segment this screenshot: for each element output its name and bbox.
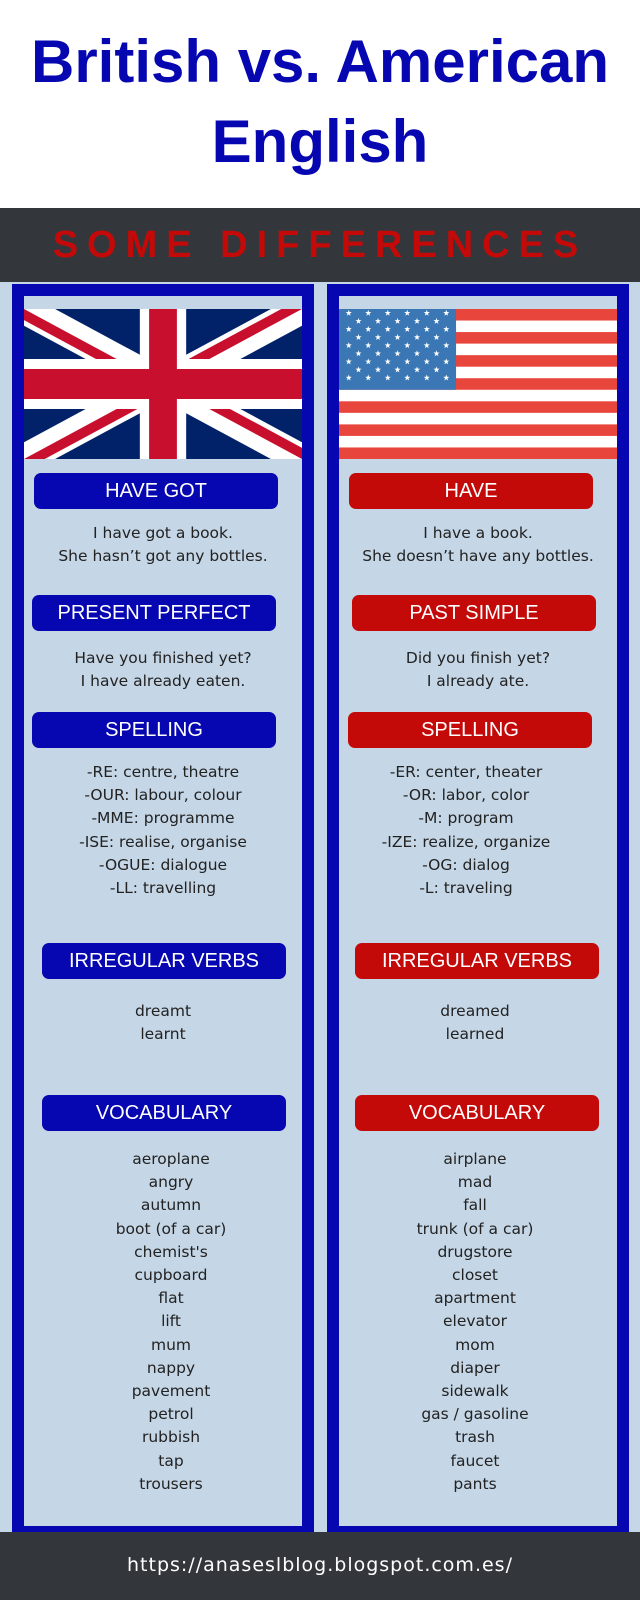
union-jack-flag-icon (24, 309, 302, 459)
vocab-item: flat (158, 1289, 184, 1308)
vocabulary-list (32, 1148, 310, 1496)
example-line: -IZE: realize, organize (381, 832, 551, 851)
irregular-verbs-label: IRREGULAR VERBS (42, 943, 286, 979)
vocab-item: mom (455, 1335, 495, 1354)
example-line: I have a book. (423, 524, 533, 542)
example-line: She hasn’t got any bottles. (58, 547, 268, 566)
present-perfect-label: PRESENT PERFECT (32, 595, 276, 631)
vocabulary-label: VOCABULARY (42, 1095, 286, 1131)
example-line: dreamed (440, 1002, 510, 1020)
example-line: I have already eaten. (80, 672, 246, 691)
vocab-item: trunk (of a car) (416, 1219, 534, 1238)
irregular-verbs-examples (24, 1000, 302, 1046)
vocab-item: nappy (146, 1358, 196, 1377)
spelling-examples (24, 761, 302, 900)
vocab-item: closet (451, 1266, 498, 1285)
vocab-item: trousers (139, 1474, 203, 1493)
vocab-item: diaper (450, 1358, 500, 1377)
footer (0, 1532, 640, 1600)
vocab-item: rubbish (141, 1428, 201, 1447)
vocab-item: autumn (140, 1196, 202, 1215)
page-title-line2: English (211, 108, 429, 175)
page-title-line1: British vs. American (31, 28, 609, 95)
vocab-item: pavement (131, 1382, 211, 1401)
page-title (0, 22, 640, 182)
american-column (327, 284, 629, 1538)
vocab-item: lift (161, 1312, 181, 1331)
vocab-item: fall (463, 1196, 487, 1215)
spelling-examples (327, 761, 605, 900)
irregular-verbs-examples (336, 1000, 614, 1046)
example-line: She doesn’t have any bottles. (362, 547, 594, 566)
british-column (12, 284, 314, 1538)
vocab-item: gas / gasoline (421, 1405, 529, 1424)
example-line: learnt (140, 1025, 186, 1044)
vocab-item: cupboard (134, 1266, 208, 1285)
blog-url-link[interactable]: https://anaseslblog.blogspot.com.es/ (127, 1554, 513, 1576)
have-examples (339, 522, 617, 568)
have-got-examples (24, 522, 302, 568)
vocab-item: pants (453, 1474, 497, 1493)
example-line: -OGUE: dialogue (98, 855, 228, 874)
past-simple-label: PAST SIMPLE (352, 595, 596, 631)
vocabulary-label: VOCABULARY (355, 1095, 599, 1131)
example-line: Did you finish yet? (405, 649, 551, 667)
example-line: learned (445, 1025, 505, 1044)
have-label: HAVE (349, 473, 593, 509)
vocab-item: faucet (450, 1451, 500, 1470)
us-flag-icon (339, 309, 617, 459)
example-line: -OUR: labour, colour (84, 786, 242, 805)
example-line: -ISE: realise, organise (79, 832, 247, 851)
vocab-item: boot (of a car) (115, 1219, 227, 1238)
vocab-item: trash (455, 1428, 495, 1447)
example-line: I have got a book. (93, 524, 233, 542)
vocabulary-list (336, 1148, 614, 1496)
example-line: Have you finished yet? (74, 649, 252, 667)
vocab-item: angry (148, 1173, 194, 1192)
vocab-item: drugstore (437, 1242, 513, 1261)
example-line: -RE: centre, theatre (86, 763, 240, 781)
past-simple-examples (339, 647, 617, 693)
irregular-verbs-label: IRREGULAR VERBS (355, 943, 599, 979)
have-got-label: HAVE GOT (34, 473, 278, 509)
vocab-item: petrol (148, 1405, 194, 1424)
vocab-item: apartment (434, 1289, 516, 1308)
vocab-item: sidewalk (441, 1382, 509, 1401)
vocab-item: chemist's (134, 1242, 208, 1261)
title-area (0, 0, 640, 208)
differences-banner (0, 208, 640, 282)
example-line: -MME: programme (91, 809, 235, 828)
example-line: -ER: center, theater (389, 763, 543, 781)
vocab-item: tap (158, 1451, 184, 1470)
spelling-label: SPELLING (32, 712, 276, 748)
banner-heading: SOME DIFFERENCES (52, 224, 588, 266)
vocab-item: elevator (443, 1312, 507, 1331)
vocab-item: airplane (443, 1150, 507, 1168)
example-line: -L: traveling (419, 879, 513, 898)
present-perfect-examples (24, 647, 302, 693)
example-line: -M: program (418, 809, 514, 828)
example-line: -OG: dialog (422, 855, 510, 874)
example-line: -LL: travelling (109, 879, 217, 898)
vocab-item: mad (457, 1173, 493, 1192)
vocab-item: mum (150, 1335, 192, 1354)
example-line: I already ate. (426, 672, 530, 691)
example-line: dreamt (134, 1002, 192, 1020)
example-line: -OR: labor, color (402, 786, 530, 805)
spelling-label: SPELLING (348, 712, 592, 748)
vocab-item: aeroplane (132, 1150, 210, 1168)
